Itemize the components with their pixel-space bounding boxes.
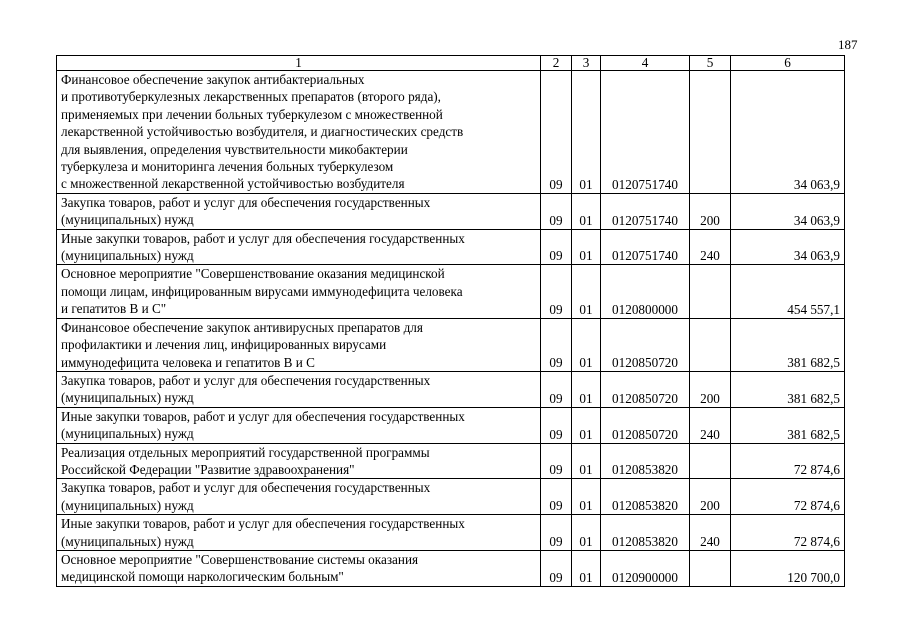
row-expense-type: 200 — [690, 371, 731, 407]
row-subsection: 01 — [572, 550, 601, 586]
row-subsection: 01 — [572, 371, 601, 407]
row-expense-type: 200 — [690, 193, 731, 229]
row-description: Реализация отдельных мероприятий государственной программы Российской Федерации "Развитие здравоохранения" — [57, 443, 541, 479]
row-expense-type — [690, 443, 731, 479]
row-target-code: 0120850720 — [601, 371, 690, 407]
row-expense-type — [690, 71, 731, 194]
row-description: Закупка товаров, работ и услуг для обеспечения государственных (муниципальных) нужд — [57, 371, 541, 407]
page-number: 187 — [838, 37, 858, 52]
row-subsection: 01 — [572, 515, 601, 551]
row-description: Иные закупки товаров, работ и услуг для обеспечения государственных (муниципальных) нужд — [57, 229, 541, 265]
table-row — [57, 479, 845, 515]
row-subsection: 01 — [572, 443, 601, 479]
row-description: Иные закупки товаров, работ и услуг для обеспечения государственных (муниципальных) нужд — [57, 407, 541, 443]
header-col-6: 6 — [731, 56, 845, 71]
row-target-code: 0120900000 — [601, 550, 690, 586]
row-section: 09 — [541, 193, 572, 229]
table-row — [57, 407, 845, 443]
row-amount: 34 063,9 — [731, 71, 845, 194]
row-expense-type — [690, 265, 731, 318]
row-subsection: 01 — [572, 193, 601, 229]
row-amount: 72 874,6 — [731, 479, 845, 515]
header-col-3: 3 — [572, 56, 601, 71]
row-target-code: 0120853820 — [601, 443, 690, 479]
row-section: 09 — [541, 318, 572, 371]
header-col-2: 2 — [541, 56, 572, 71]
row-subsection: 01 — [572, 265, 601, 318]
row-section: 09 — [541, 550, 572, 586]
table-row — [57, 71, 845, 194]
row-expense-type: 200 — [690, 479, 731, 515]
row-target-code: 0120800000 — [601, 265, 690, 318]
table-row — [57, 193, 845, 229]
header-row — [57, 56, 845, 71]
row-subsection: 01 — [572, 318, 601, 371]
row-description: Основное мероприятие "Совершенствование системы оказания медицинской помощи наркологическим больным" — [57, 550, 541, 586]
row-amount: 381 682,5 — [731, 371, 845, 407]
row-description: Иные закупки товаров, работ и услуг для обеспечения государственных (муниципальных) нужд — [57, 515, 541, 551]
row-description: Финансовое обеспечение закупок антивирусных препаратов для профилактики и лечения лиц, инфицированных вирусами иммунодефицита человека и гепатитов В и С — [57, 318, 541, 371]
table-row — [57, 229, 845, 265]
row-expense-type — [690, 318, 731, 371]
row-section: 09 — [541, 229, 572, 265]
row-subsection: 01 — [572, 229, 601, 265]
row-description: Закупка товаров, работ и услуг для обеспечения государственных (муниципальных) нужд — [57, 193, 541, 229]
table-row — [57, 550, 845, 586]
row-subsection: 01 — [572, 407, 601, 443]
row-description: Финансовое обеспечение закупок антибактериальных и противотуберкулезных лекарственных препаратов (второго ряда), применяемых при лечении больных туберкулезом с множественной лекарственной устойчивостью возбудителя, и диагностических средств для выявления, определения чувствительности микобактерии туберкулеза и мониторинга лечения больных туберкулезом с множественной лекарственной устойчивостью возбудителя — [57, 71, 541, 194]
row-target-code: 0120850720 — [601, 318, 690, 371]
row-section: 09 — [541, 265, 572, 318]
row-description: Закупка товаров, работ и услуг для обеспечения государственных (муниципальных) нужд — [57, 479, 541, 515]
row-amount: 72 874,6 — [731, 515, 845, 551]
table-row — [57, 515, 845, 551]
row-amount: 381 682,5 — [731, 407, 845, 443]
row-description: Основное мероприятие "Совершенствование оказания медицинской помощи лицам, инфицированным вирусами иммунодефицита человека и гепатитов В и С" — [57, 265, 541, 318]
header-col-1: 1 — [57, 56, 541, 71]
row-subsection: 01 — [572, 71, 601, 194]
row-amount: 34 063,9 — [731, 229, 845, 265]
row-amount: 34 063,9 — [731, 193, 845, 229]
row-section: 09 — [541, 479, 572, 515]
table-row — [57, 443, 845, 479]
row-target-code: 0120853820 — [601, 479, 690, 515]
row-section: 09 — [541, 443, 572, 479]
row-expense-type — [690, 550, 731, 586]
row-section: 09 — [541, 371, 572, 407]
header-col-4: 4 — [601, 56, 690, 71]
row-expense-type: 240 — [690, 407, 731, 443]
row-subsection: 01 — [572, 479, 601, 515]
table-row — [57, 371, 845, 407]
budget-table — [56, 55, 845, 587]
table-row — [57, 265, 845, 318]
row-target-code: 0120850720 — [601, 407, 690, 443]
row-amount: 120 700,0 — [731, 550, 845, 586]
header-col-5: 5 — [690, 56, 731, 71]
row-amount: 72 874,6 — [731, 443, 845, 479]
row-section: 09 — [541, 71, 572, 194]
row-section: 09 — [541, 515, 572, 551]
table-row — [57, 318, 845, 371]
row-target-code: 0120751740 — [601, 193, 690, 229]
row-target-code: 0120751740 — [601, 229, 690, 265]
row-amount: 454 557,1 — [731, 265, 845, 318]
row-amount: 381 682,5 — [731, 318, 845, 371]
row-target-code: 0120751740 — [601, 71, 690, 194]
row-expense-type: 240 — [690, 515, 731, 551]
row-section: 09 — [541, 407, 572, 443]
row-target-code: 0120853820 — [601, 515, 690, 551]
row-expense-type: 240 — [690, 229, 731, 265]
